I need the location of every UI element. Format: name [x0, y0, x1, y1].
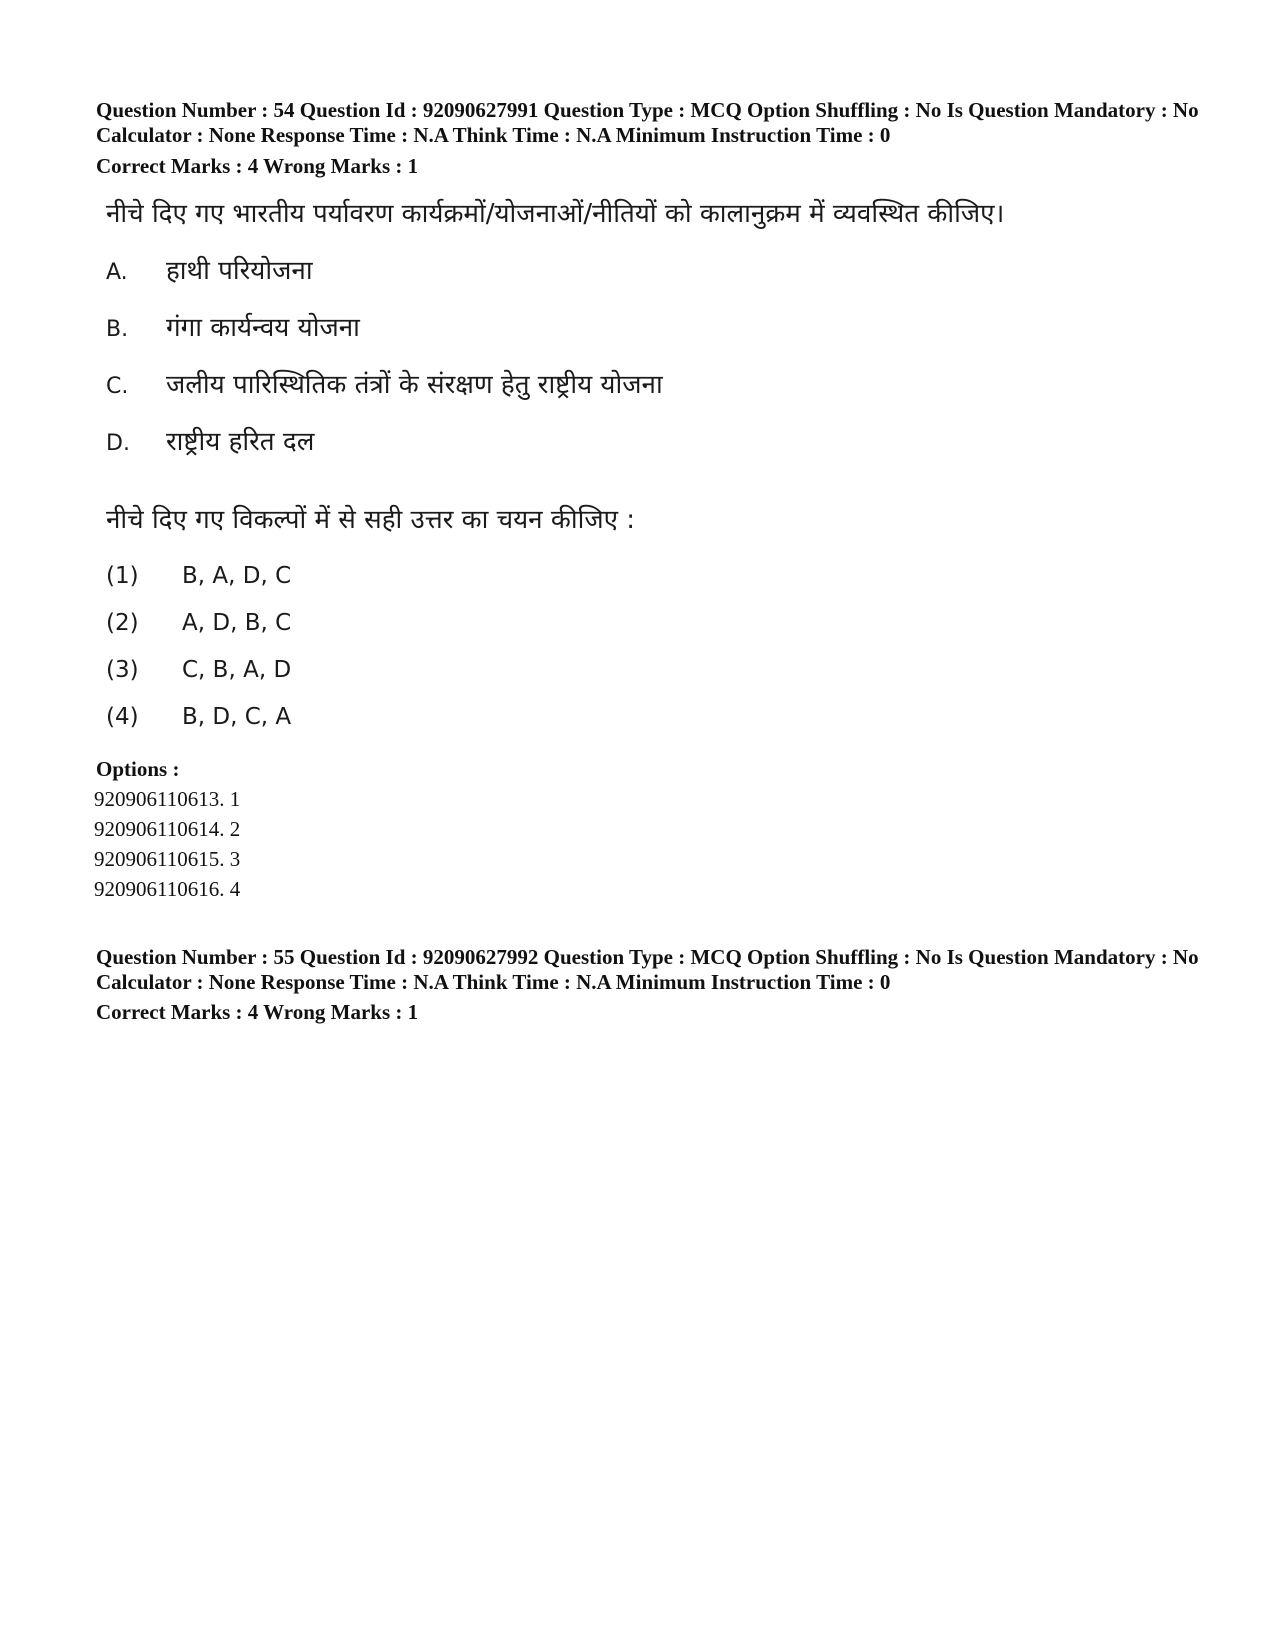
statement-d: [106, 425, 314, 459]
choice-3: [106, 654, 291, 686]
option-row: 920906110616. 4: [94, 877, 241, 901]
choice-4: [106, 701, 291, 733]
choice-2: [106, 607, 291, 639]
question-55-meta: Question Number : 55 Question Id : 92090627992 Question Type : MCQ Option Shuffling : No Is Question Mandatory : No Calculator : None Response Time : N.A Think Time : N.A Minimum Instruction Time : 0: [96, 945, 1199, 994]
statement-a: [106, 254, 313, 288]
choice-number: (3): [106, 657, 139, 683]
statement-text: राष्ट्रीय हरित दल: [166, 427, 315, 457]
question-54-marks: Correct Marks : 4 Wrong Marks : 1: [96, 154, 419, 178]
choice-number: (2): [106, 610, 139, 636]
option-row: 920906110614. 2: [94, 817, 241, 841]
choice-1: [106, 560, 291, 592]
option-row: 920906110613. 1: [94, 787, 241, 811]
statement-text: जलीय पारिस्थितिक तंत्रों के संरक्षण हेतु राष्ट्रीय योजना: [166, 370, 663, 400]
statement-letter: D.: [106, 431, 130, 456]
choice-text: B, D, C, A: [182, 704, 292, 730]
option-row: 920906110615. 3: [94, 847, 241, 871]
choice-number: (1): [106, 563, 139, 589]
statement-letter: B.: [106, 317, 129, 342]
options-label: Options :: [96, 757, 180, 781]
statement-letter: A.: [106, 260, 128, 285]
choice-text: C, B, A, D: [182, 657, 292, 683]
question-55-marks: Correct Marks : 4 Wrong Marks : 1: [96, 1000, 419, 1024]
statement-text: हाथी परियोजना: [166, 256, 313, 286]
choice-instruction: नीचे दिए गए विकल्पों में से सही उत्तर का चयन कीजिए :: [106, 505, 636, 535]
statement-b: [106, 311, 360, 345]
statement-c: [106, 368, 663, 402]
choice-number: (4): [106, 704, 139, 730]
statement-text: गंगा कार्यन्वय योजना: [166, 313, 360, 343]
statement-letter: C.: [106, 374, 129, 399]
question-54-stem: नीचे दिए गए भारतीय पर्यावरण कार्यक्रमों/योजनाओं/नीतियों को कालानुक्रम में व्यवस्थित कीजिए।: [106, 199, 1005, 229]
choice-text: A, D, B, C: [182, 610, 292, 636]
question-54-meta: Question Number : 54 Question Id : 92090627991 Question Type : MCQ Option Shuffling : No Is Question Mandatory : No Calculator : None Response Time : N.A Think Time : N.A Minimum Instruction Time : 0: [96, 98, 1199, 147]
choice-text: B, A, D, C: [182, 563, 292, 589]
